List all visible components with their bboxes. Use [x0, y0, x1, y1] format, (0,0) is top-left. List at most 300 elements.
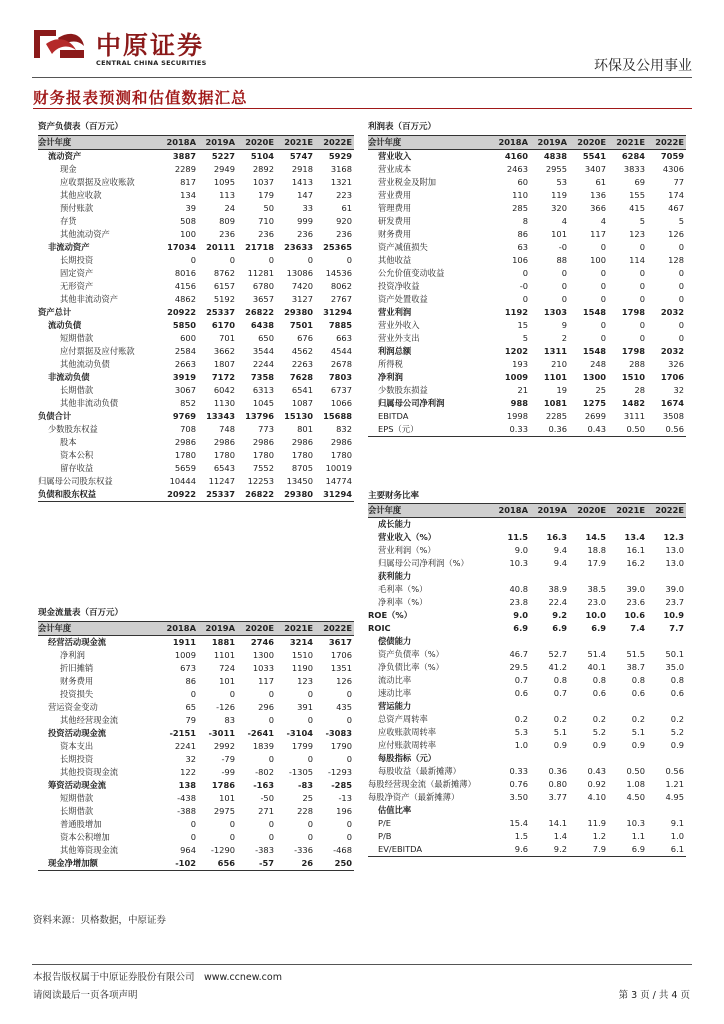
table-row [368, 293, 686, 306]
cell-value: 33 [302, 203, 313, 213]
cell-value: 6438 [250, 320, 274, 330]
cell-value: 3508 [662, 411, 684, 421]
cell-value: 110 [512, 190, 528, 200]
row-label: ROIC [368, 623, 391, 633]
cell-value: 100 [180, 229, 196, 239]
cell-value: 1101 [543, 372, 567, 382]
cell-value: 2918 [291, 164, 313, 174]
table-row [368, 176, 686, 189]
cell-value: 50.1 [665, 649, 684, 659]
cell-value: 123 [297, 676, 313, 686]
cell-value: -388 [177, 806, 196, 816]
row-label: 投资活动现金流 [48, 728, 107, 738]
cell-value: 39 [185, 203, 196, 213]
cell-value: 2463 [506, 164, 528, 174]
cell-value: 16.2 [626, 558, 645, 568]
table-row [368, 544, 686, 557]
cell-value: 9.0 [513, 610, 528, 620]
cell-value [608, 635, 647, 648]
cell-value: 7172 [211, 372, 235, 382]
row-label: 营业收入（%） [378, 532, 437, 542]
cell-value: 38.9 [548, 584, 567, 594]
cell-value: 0.76 [509, 779, 528, 789]
year-header: 2021E [276, 622, 315, 636]
table-row [368, 345, 686, 358]
cell-value: 236 [258, 229, 274, 239]
row-label: 少数股东损益 [378, 385, 428, 395]
row-label: 预付账款 [60, 203, 94, 213]
cell-value: 2584 [174, 346, 196, 356]
cell-value: 11281 [247, 268, 274, 278]
cell-value: 0 [229, 689, 235, 699]
cell-value: -1305 [288, 767, 313, 777]
cell-value: 14774 [325, 476, 352, 486]
cell-value: 9.1 [670, 818, 684, 828]
cell-value: 18.8 [587, 545, 606, 555]
cell-value: 2 [561, 333, 567, 343]
cell-value: 1311 [543, 346, 567, 356]
cell-value: 2032 [660, 346, 684, 356]
table-row [38, 280, 354, 293]
table-row [368, 843, 686, 857]
cell-value: 6.9 [513, 623, 528, 633]
row-label: 每股净资产（最新摊薄） [368, 792, 460, 802]
cell-value: 6042 [213, 385, 235, 395]
cell-value: 1.4 [553, 831, 567, 841]
table-row [368, 215, 686, 228]
row-label: 资产减值损失 [378, 242, 428, 252]
cell-value: 1351 [330, 663, 352, 673]
cell-value: 12.3 [663, 532, 684, 542]
cell-value: 1081 [543, 398, 567, 408]
cell-value: 2678 [330, 359, 352, 369]
cell-value: 5.3 [514, 727, 528, 737]
cell-value: 4 [561, 216, 567, 226]
cell-value: 508 [180, 216, 196, 226]
cell-value: 0 [346, 819, 352, 829]
cell-value: 0.7 [553, 688, 567, 698]
table-row [38, 228, 354, 241]
cell-value: 1033 [252, 663, 274, 673]
ratios-title: 主要财务比率 [368, 491, 420, 501]
income-statement-title: 利润表（百万元） [368, 122, 437, 132]
cell-value: 0.2 [553, 714, 567, 724]
row-label: 现金净增加额 [38, 857, 159, 871]
table-row [38, 397, 354, 410]
cell-value: 0.6 [670, 688, 684, 698]
cell-value: 1.0 [670, 831, 684, 841]
row-label: 其他流动资产 [60, 229, 110, 239]
year-header: 2018A [159, 136, 198, 150]
cell-value: 0.6 [592, 688, 606, 698]
row-label: EV/EBITDA [368, 843, 491, 857]
table-row [368, 150, 686, 164]
cell-value: 17034 [167, 242, 196, 252]
cell-value: 26822 [237, 488, 276, 502]
row-label: 财务费用 [60, 676, 94, 686]
cell-value: 0 [639, 268, 645, 278]
cell-value: 988 [510, 398, 528, 408]
cell-value: 4156 [174, 281, 196, 291]
cell-value [530, 804, 569, 817]
cell-value: -2151 [169, 728, 196, 738]
cell-value: 0.8 [631, 675, 645, 685]
cell-value: 1037 [252, 177, 274, 187]
cell-value: 51.4 [587, 649, 606, 659]
row-label: 应收账款周转率 [378, 727, 437, 737]
cell-value: 3617 [328, 637, 352, 647]
year-header: 2021E [608, 504, 647, 518]
cell-value: 1275 [582, 398, 606, 408]
row-label: P/E [378, 818, 392, 828]
cell-value: 77 [673, 177, 684, 187]
cell-value: 40.8 [509, 584, 528, 594]
cell-value [647, 700, 686, 713]
cell-value: 4.95 [665, 792, 684, 802]
row-label: 短期借款 [60, 793, 94, 803]
year-header: 2022E [647, 504, 686, 518]
cell-value: 773 [258, 424, 274, 434]
row-label: 资产总计 [38, 307, 72, 317]
cell-value: 5227 [211, 151, 235, 161]
page-title: 财务报表预测和估值数据汇总 [33, 88, 248, 107]
cell-value: 9.4 [553, 545, 567, 555]
table-row [38, 306, 354, 319]
cell-value: 0.9 [553, 740, 567, 750]
row-label: 长期借款 [60, 806, 94, 816]
cell-value: 155 [629, 190, 645, 200]
cell-value: 248 [590, 359, 606, 369]
cell-value: 23.7 [665, 597, 684, 607]
cell-value: 0.43 [569, 423, 608, 437]
cell-value: 138 [178, 780, 196, 790]
cell-value [569, 635, 608, 648]
cell-value: 1482 [621, 398, 645, 408]
year-header: 2021E [608, 136, 647, 150]
cell-value: 0 [268, 255, 274, 265]
cell-value: 0 [678, 268, 684, 278]
cell-value: 2241 [174, 741, 196, 751]
row-label: 营业收入 [378, 151, 412, 161]
table-row [38, 792, 354, 805]
cell-value: 10444 [169, 476, 196, 486]
cell-value: 3887 [172, 151, 196, 161]
cell-value: 23633 [284, 242, 313, 252]
table-row [38, 215, 354, 228]
cell-value: 20922 [159, 488, 198, 502]
cell-value: 0 [639, 281, 645, 291]
cell-value: 5104 [250, 151, 274, 161]
cell-value: 724 [219, 663, 235, 673]
row-label: 营业税金及附加 [378, 177, 437, 187]
cell-value: 1303 [543, 307, 567, 317]
cell-value: 0 [190, 832, 196, 842]
table-header-row [368, 136, 686, 150]
table-row [368, 384, 686, 397]
row-label: 资本公积增加 [60, 832, 110, 842]
table-row [38, 358, 354, 371]
row-label: 营运能力 [378, 701, 412, 711]
cell-value: 0.2 [670, 714, 684, 724]
cell-value: 467 [668, 203, 684, 213]
cell-value: 31294 [315, 488, 354, 502]
page-header [0, 0, 724, 80]
cell-value: 69 [634, 177, 645, 187]
row-label: 应付票据及应付账款 [60, 346, 135, 356]
cell-value: 0 [678, 333, 684, 343]
cell-value: 3407 [584, 164, 606, 174]
cell-value: 223 [336, 190, 352, 200]
cell-value: 0.80 [548, 779, 567, 789]
cell-value: 0 [600, 242, 606, 252]
cell-value: 15 [517, 320, 528, 330]
row-label: 成长能力 [378, 519, 412, 529]
cell-value: 0 [268, 689, 274, 699]
cell-value: 196 [336, 806, 352, 816]
cell-value: 832 [336, 424, 352, 434]
table-header-row [368, 504, 686, 518]
cell-value: 15688 [323, 411, 352, 421]
cell-value: 0.9 [631, 740, 645, 750]
cell-value: 1087 [291, 398, 313, 408]
cell-value: 5541 [582, 151, 606, 161]
cell-value: 0 [561, 268, 567, 278]
cell-value: 5.1 [631, 727, 645, 737]
cell-value: 7059 [660, 151, 684, 161]
cell-value [530, 518, 569, 532]
cell-value [608, 518, 647, 532]
cell-value: 83 [224, 715, 235, 725]
cell-value: 2032 [660, 307, 684, 317]
table-row [38, 475, 354, 488]
cell-value: 1510 [621, 372, 645, 382]
row-label: 股本 [60, 437, 77, 447]
table-row [38, 176, 354, 189]
table-row [38, 636, 354, 650]
cell-value: 1095 [213, 177, 235, 187]
table-row [368, 241, 686, 254]
row-label: 营业利润（%） [378, 545, 436, 555]
cell-value: 10.3 [626, 818, 645, 828]
table-row [368, 332, 686, 345]
cell-value: 6.9 [552, 623, 567, 633]
cell-value: 0.6 [631, 688, 645, 698]
cell-value: 4562 [291, 346, 313, 356]
cell-value: 122 [180, 767, 196, 777]
cell-value: 128 [668, 255, 684, 265]
table-row [38, 675, 354, 688]
cell-value: 11247 [208, 476, 235, 486]
cell-value: 8762 [213, 268, 235, 278]
cell-value: 1045 [252, 398, 274, 408]
cell-value: 1.2 [592, 831, 606, 841]
cell-value: 1998 [506, 411, 528, 421]
cell-value: 17.9 [587, 558, 606, 568]
cell-value: 0 [678, 242, 684, 252]
page-number: 第 3 页 / 共 4 页 [618, 990, 690, 1001]
table-row [368, 358, 686, 371]
table-row [368, 713, 686, 726]
cell-value: 250 [315, 857, 354, 871]
disclaimer-notice: 请阅读最后一页各项声明 [33, 990, 138, 1001]
cell-value: 3919 [172, 372, 196, 382]
cell-value [569, 752, 608, 765]
cell-value: 9 [561, 320, 567, 330]
cell-value [530, 570, 569, 583]
cell-value: 5192 [213, 294, 235, 304]
cell-value: 25365 [323, 242, 352, 252]
table-row [368, 765, 686, 778]
cell-value: 29.5 [509, 662, 528, 672]
cell-value: 3.77 [548, 792, 567, 802]
cell-value: 236 [219, 229, 235, 239]
table-row [368, 791, 686, 804]
cell-value: 13343 [206, 411, 235, 421]
company-logo-icon [26, 24, 88, 64]
row-label: 其他收益 [378, 255, 412, 265]
row-label: 非流动负债 [48, 372, 90, 382]
cell-value [491, 700, 530, 713]
cell-value: 5929 [328, 151, 352, 161]
table-row [38, 254, 354, 267]
cell-value: 1510 [291, 650, 313, 660]
cell-value: 41.2 [548, 662, 567, 672]
cell-value: 0.56 [647, 423, 686, 437]
row-label: 其他流动负债 [60, 359, 110, 369]
cell-value: 0.2 [514, 714, 528, 724]
row-label: 研发费用 [378, 216, 412, 226]
cell-value: 296 [258, 702, 274, 712]
cell-value: 1780 [291, 450, 313, 460]
row-label: 应付账款周转率 [378, 740, 437, 750]
table-row [38, 649, 354, 662]
cell-value: 1066 [330, 398, 352, 408]
cell-value: 3544 [252, 346, 274, 356]
cell-value [647, 570, 686, 583]
header-label: 会计年度 [368, 504, 491, 518]
cell-value: 13.4 [624, 532, 645, 542]
row-label: 投资净收益 [378, 281, 420, 291]
year-header: 2019A [198, 136, 237, 150]
cell-value: -383 [255, 845, 274, 855]
title-rule [33, 108, 692, 109]
cell-value: 13086 [286, 268, 313, 278]
cell-value [569, 700, 608, 713]
cell-value: 9.4 [553, 558, 567, 568]
table-row [368, 622, 686, 635]
cell-value: 147 [297, 190, 313, 200]
cell-value: 25 [595, 385, 606, 395]
cell-value: 2992 [213, 741, 235, 751]
cell-value: 2285 [545, 411, 567, 421]
cell-value: 2746 [250, 637, 274, 647]
row-label: 长期投资 [60, 255, 94, 265]
cell-value: 5659 [174, 463, 196, 473]
cell-value: 31294 [323, 307, 352, 317]
cell-value: 0.8 [592, 675, 606, 685]
table-header-row [38, 622, 354, 636]
cell-value: 21 [517, 385, 528, 395]
table-row [368, 163, 686, 176]
cell-value: -0 [519, 281, 528, 291]
cell-value [647, 752, 686, 765]
cell-value: 0 [346, 754, 352, 764]
row-label: 其他应收款 [60, 190, 102, 200]
table-row [38, 701, 354, 714]
cell-value: 1780 [213, 450, 235, 460]
cell-value: 32 [673, 385, 684, 395]
cell-value: 0 [307, 255, 313, 265]
cell-value: 0.50 [626, 766, 645, 776]
cell-value: -3104 [286, 728, 313, 738]
row-label: 其他非流动资产 [60, 294, 119, 304]
cell-value: 3067 [174, 385, 196, 395]
cell-value: 5 [639, 216, 645, 226]
row-label: 长期借款 [60, 385, 94, 395]
table-row [38, 740, 354, 753]
cell-value: 6170 [211, 320, 235, 330]
cell-value: 1798 [621, 346, 645, 356]
row-label: 普通股增加 [60, 819, 102, 829]
cell-value: 1101 [213, 650, 235, 660]
table-row [368, 739, 686, 752]
row-label: 投资损失 [60, 689, 94, 699]
cell-value: 435 [336, 702, 352, 712]
cell-value: 3.50 [509, 792, 528, 802]
cell-value: 0 [190, 689, 196, 699]
header-label: 会计年度 [38, 136, 159, 150]
cell-value [491, 635, 530, 648]
cell-value: 126 [668, 229, 684, 239]
cell-value: 5 [678, 216, 684, 226]
table-row [38, 462, 354, 475]
cell-value: 6780 [252, 281, 274, 291]
income-statement-table [368, 135, 686, 437]
cell-value: 25337 [206, 307, 235, 317]
table-header-row [38, 136, 354, 150]
cell-value: 101 [219, 793, 235, 803]
cell-value: 0.9 [670, 740, 684, 750]
cell-value: 8705 [291, 463, 313, 473]
cell-value: 14.5 [585, 532, 606, 542]
table-row [368, 700, 686, 713]
cell-value: 25337 [198, 488, 237, 502]
cell-value: 6.9 [591, 623, 606, 633]
cell-value: 14.1 [548, 818, 567, 828]
table-row [368, 661, 686, 674]
cell-value: 3168 [330, 164, 352, 174]
cell-value: 0 [600, 320, 606, 330]
table-row [38, 384, 354, 397]
cell-value: 19 [556, 385, 567, 395]
row-label: 净利率（%） [378, 597, 428, 607]
cell-value: 65 [185, 702, 196, 712]
table-row [368, 778, 686, 791]
row-label: 获利能力 [378, 571, 412, 581]
cell-value: 0 [639, 333, 645, 343]
ratios-table [368, 503, 686, 857]
table-row [38, 241, 354, 254]
footer-divider [32, 964, 692, 965]
cell-value: 88 [556, 255, 567, 265]
cell-value: 415 [629, 203, 645, 213]
cell-value [608, 570, 647, 583]
cell-value: 236 [336, 229, 352, 239]
cell-value: 5747 [289, 151, 313, 161]
table-row [368, 189, 686, 202]
cell-value: 4544 [330, 346, 352, 356]
cell-value: 0 [639, 294, 645, 304]
